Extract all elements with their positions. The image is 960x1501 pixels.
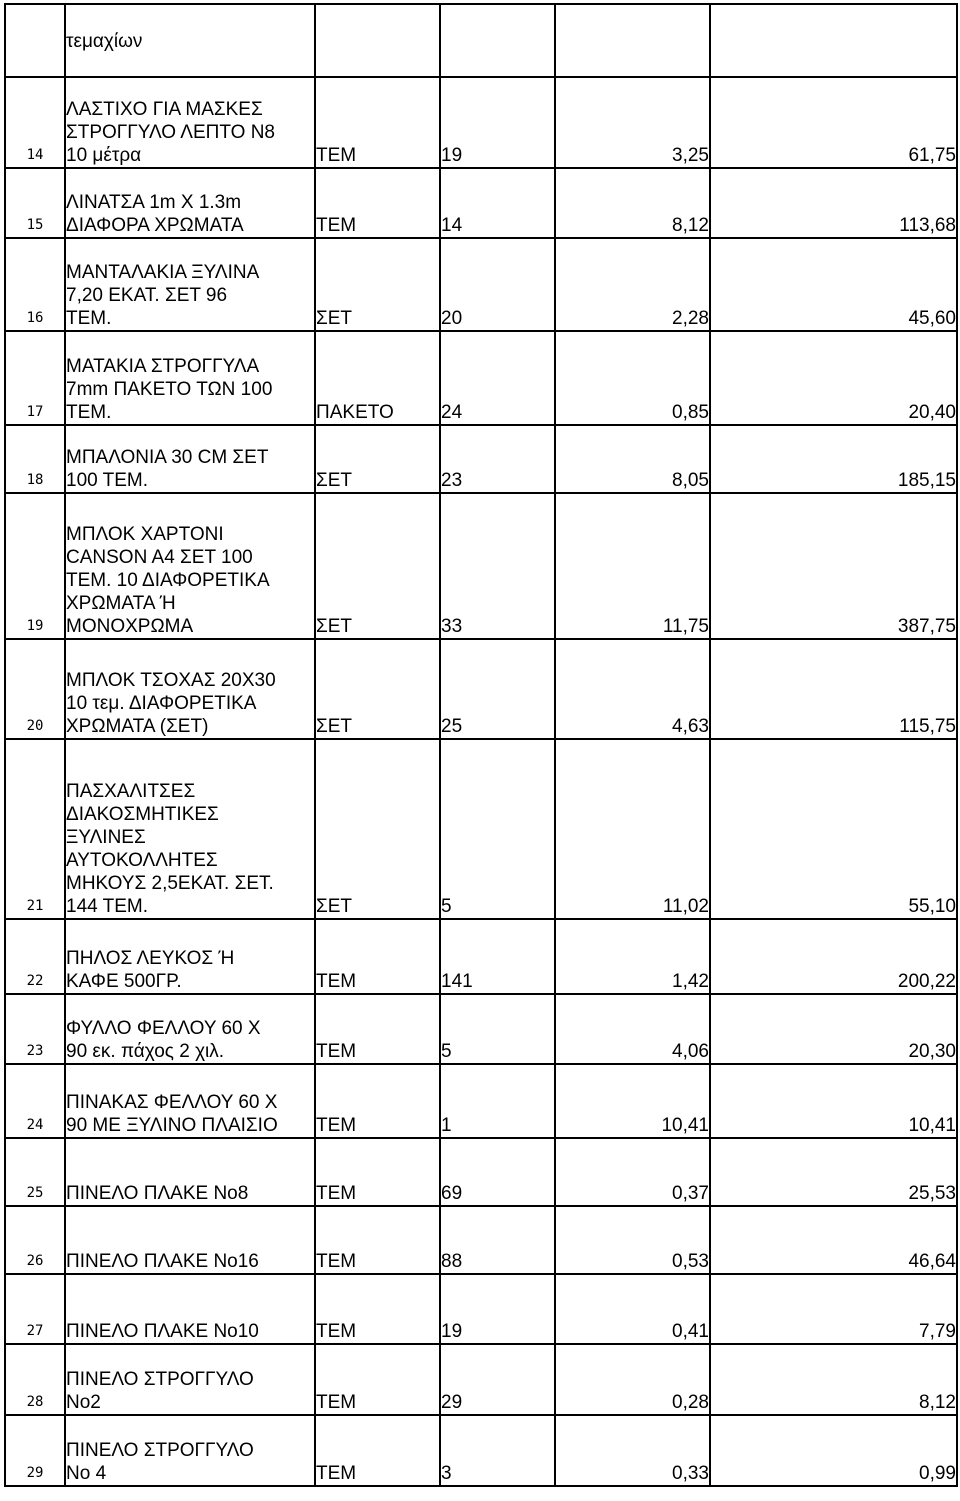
table-row [5, 1274, 957, 1344]
row-number: 27 [5, 1274, 65, 1344]
item-total: 387,75 [710, 493, 957, 639]
item-total: 10,41 [710, 1064, 957, 1138]
table-row [5, 739, 957, 919]
item-unit-price: 0,53 [555, 1206, 710, 1274]
item-quantity: 3 [440, 1415, 555, 1486]
item-unit: ΣΕΤ [315, 238, 440, 331]
item-unit [315, 4, 440, 77]
item-unit: ΣΕΤ [315, 739, 440, 919]
item-quantity: 69 [440, 1138, 555, 1206]
item-quantity: 14 [440, 168, 555, 238]
row-number: 18 [5, 425, 65, 493]
row-number: 20 [5, 639, 65, 739]
items-table [4, 3, 958, 1487]
item-quantity: 1 [440, 1064, 555, 1138]
item-unit-price: 0,85 [555, 331, 710, 425]
item-description: ΠΙΝΕΛΟ ΣΤΡΟΓΓΥΛΟ Νο 4 [65, 1415, 315, 1486]
item-total: 20,40 [710, 331, 957, 425]
item-total: 7,79 [710, 1274, 957, 1344]
item-total: 25,53 [710, 1138, 957, 1206]
item-unit: ΤΕΜ [315, 994, 440, 1064]
item-total: 113,68 [710, 168, 957, 238]
item-unit-price: 10,41 [555, 1064, 710, 1138]
item-total: 185,15 [710, 425, 957, 493]
item-unit-price: 4,63 [555, 639, 710, 739]
row-number: 22 [5, 919, 65, 994]
item-description: ΛΑΣΤΙΧΟ ΓΙΑ ΜΑΣΚΕΣ ΣΤΡΟΓΓΥΛΟ ΛΕΠΤΟ Ν8 10 μέτρα [65, 77, 315, 168]
item-unit: ΣΕΤ [315, 425, 440, 493]
row-number: 28 [5, 1344, 65, 1415]
table-row [5, 493, 957, 639]
row-number: 17 [5, 331, 65, 425]
item-total: 20,30 [710, 994, 957, 1064]
item-unit: ΣΕΤ [315, 639, 440, 739]
item-total [710, 4, 957, 77]
table-row [5, 994, 957, 1064]
row-number: 25 [5, 1138, 65, 1206]
table-row [5, 425, 957, 493]
table-row [5, 639, 957, 739]
item-quantity: 29 [440, 1344, 555, 1415]
row-number: 14 [5, 77, 65, 168]
item-description: ΠΗΛΟΣ ΛΕΥΚΟΣ Ή ΚΑΦΕ 500ΓΡ. [65, 919, 315, 994]
item-description: ΜΠΑΛΟΝΙΑ 30 CM ΣΕΤ 100 ΤΕΜ. [65, 425, 315, 493]
item-description: ΜΠΛΟΚ ΧΑΡΤΟΝΙ CANSON A4 ΣΕΤ 100 ΤΕΜ. 10 ΔΙΑΦΟΡΕΤΙΚΑ ΧΡΩΜΑΤΑ Ή ΜΟΝΟΧΡΩΜΑ [65, 493, 315, 639]
item-unit-price: 0,37 [555, 1138, 710, 1206]
item-description: ΜΑΤΑΚΙΑ ΣΤΡΟΓΓΥΛΑ 7mm ΠΑΚΕΤΟ ΤΩΝ 100 ΤΕΜ. [65, 331, 315, 425]
item-total: 115,75 [710, 639, 957, 739]
item-description: ΦΥΛΛΟ ΦΕΛΛΟΥ 60 Χ 90 εκ. πάχος 2 χιλ. [65, 994, 315, 1064]
item-quantity: 19 [440, 77, 555, 168]
item-quantity: 88 [440, 1206, 555, 1274]
item-description: ΠΙΝΕΛΟ ΠΛΑΚΕ Νο10 [65, 1274, 315, 1344]
item-unit-price: 4,06 [555, 994, 710, 1064]
table-row [5, 1206, 957, 1274]
item-description: ΠΙΝΕΛΟ ΠΛΑΚΕ Νο8 [65, 1138, 315, 1206]
item-unit-price: 0,41 [555, 1274, 710, 1344]
item-quantity: 5 [440, 994, 555, 1064]
item-total: 61,75 [710, 77, 957, 168]
item-total: 45,60 [710, 238, 957, 331]
table-row [5, 919, 957, 994]
table-row [5, 168, 957, 238]
row-number: 26 [5, 1206, 65, 1274]
table-row [5, 238, 957, 331]
row-number: 29 [5, 1415, 65, 1486]
item-description: ΠΑΣΧΑΛΙΤΣΕΣ ΔΙΑΚΟΣΜΗΤΙΚΕΣ ΞΥΛΙΝΕΣ ΑΥΤΟΚΟΛΛΗΤΕΣ ΜΗΚΟΥΣ 2,5ΕΚΑΤ. ΣΕΤ. 144 ΤΕΜ. [65, 739, 315, 919]
item-total: 0,99 [710, 1415, 957, 1486]
item-unit: ΤΕΜ [315, 1274, 440, 1344]
item-quantity [440, 4, 555, 77]
item-unit: ΤΕΜ [315, 77, 440, 168]
item-unit-price: 1,42 [555, 919, 710, 994]
item-quantity: 25 [440, 639, 555, 739]
item-description: τεμαχίων [65, 4, 315, 77]
item-quantity: 5 [440, 739, 555, 919]
item-unit-price: 8,05 [555, 425, 710, 493]
item-description: ΜΠΛΟΚ ΤΣΟΧΑΣ 20Χ30 10 τεμ. ΔΙΑΦΟΡΕΤΙΚΑ ΧΡΩΜΑΤΑ (ΣΕΤ) [65, 639, 315, 739]
item-unit-price: 2,28 [555, 238, 710, 331]
item-unit: ΤΕΜ [315, 168, 440, 238]
item-description: ΛΙΝΑΤΣΑ 1m X 1.3m ΔΙΑΦΟΡΑ ΧΡΩΜΑΤΑ [65, 168, 315, 238]
row-number: 15 [5, 168, 65, 238]
row-number: 24 [5, 1064, 65, 1138]
item-total: 46,64 [710, 1206, 957, 1274]
item-unit: ΤΕΜ [315, 1415, 440, 1486]
item-description: ΠΙΝΕΛΟ ΠΛΑΚΕ Νο16 [65, 1206, 315, 1274]
table-row [5, 1138, 957, 1206]
item-unit-price: 8,12 [555, 168, 710, 238]
item-unit-price: 0,33 [555, 1415, 710, 1486]
row-number: 16 [5, 238, 65, 331]
item-unit: ΤΕΜ [315, 1138, 440, 1206]
item-quantity: 141 [440, 919, 555, 994]
item-unit-price: 11,75 [555, 493, 710, 639]
table-row [5, 4, 957, 77]
item-unit-price: 11,02 [555, 739, 710, 919]
item-description: ΜΑΝΤΑΛΑΚΙΑ ΞΥΛΙΝΑ 7,20 ΕΚΑΤ. ΣΕΤ 96 ΤΕΜ. [65, 238, 315, 331]
item-unit: ΤΕΜ [315, 1206, 440, 1274]
item-unit-price: 0,28 [555, 1344, 710, 1415]
item-description: ΠΙΝΕΛΟ ΣΤΡΟΓΓΥΛΟ Νο2 [65, 1344, 315, 1415]
table-row [5, 1344, 957, 1415]
item-unit: ΠΑΚΕΤΟ [315, 331, 440, 425]
item-unit: ΤΕΜ [315, 1064, 440, 1138]
row-number: 23 [5, 994, 65, 1064]
item-unit-price [555, 4, 710, 77]
item-unit: ΤΕΜ [315, 919, 440, 994]
item-description: ΠΙΝΑΚΑΣ ΦΕΛΛΟΥ 60 Χ 90 ΜΕ ΞΥΛΙΝΟ ΠΛΑΙΣΙΟ [65, 1064, 315, 1138]
row-number: 19 [5, 493, 65, 639]
item-total: 55,10 [710, 739, 957, 919]
item-unit-price: 3,25 [555, 77, 710, 168]
table-row [5, 77, 957, 168]
table-row [5, 331, 957, 425]
row-number: 21 [5, 739, 65, 919]
item-total: 8,12 [710, 1344, 957, 1415]
item-quantity: 20 [440, 238, 555, 331]
table-row [5, 1415, 957, 1486]
row-number [5, 4, 65, 77]
item-total: 200,22 [710, 919, 957, 994]
table-row [5, 1064, 957, 1138]
item-quantity: 19 [440, 1274, 555, 1344]
item-quantity: 23 [440, 425, 555, 493]
item-quantity: 24 [440, 331, 555, 425]
item-unit: ΤΕΜ [315, 1344, 440, 1415]
item-quantity: 33 [440, 493, 555, 639]
item-unit: ΣΕΤ [315, 493, 440, 639]
